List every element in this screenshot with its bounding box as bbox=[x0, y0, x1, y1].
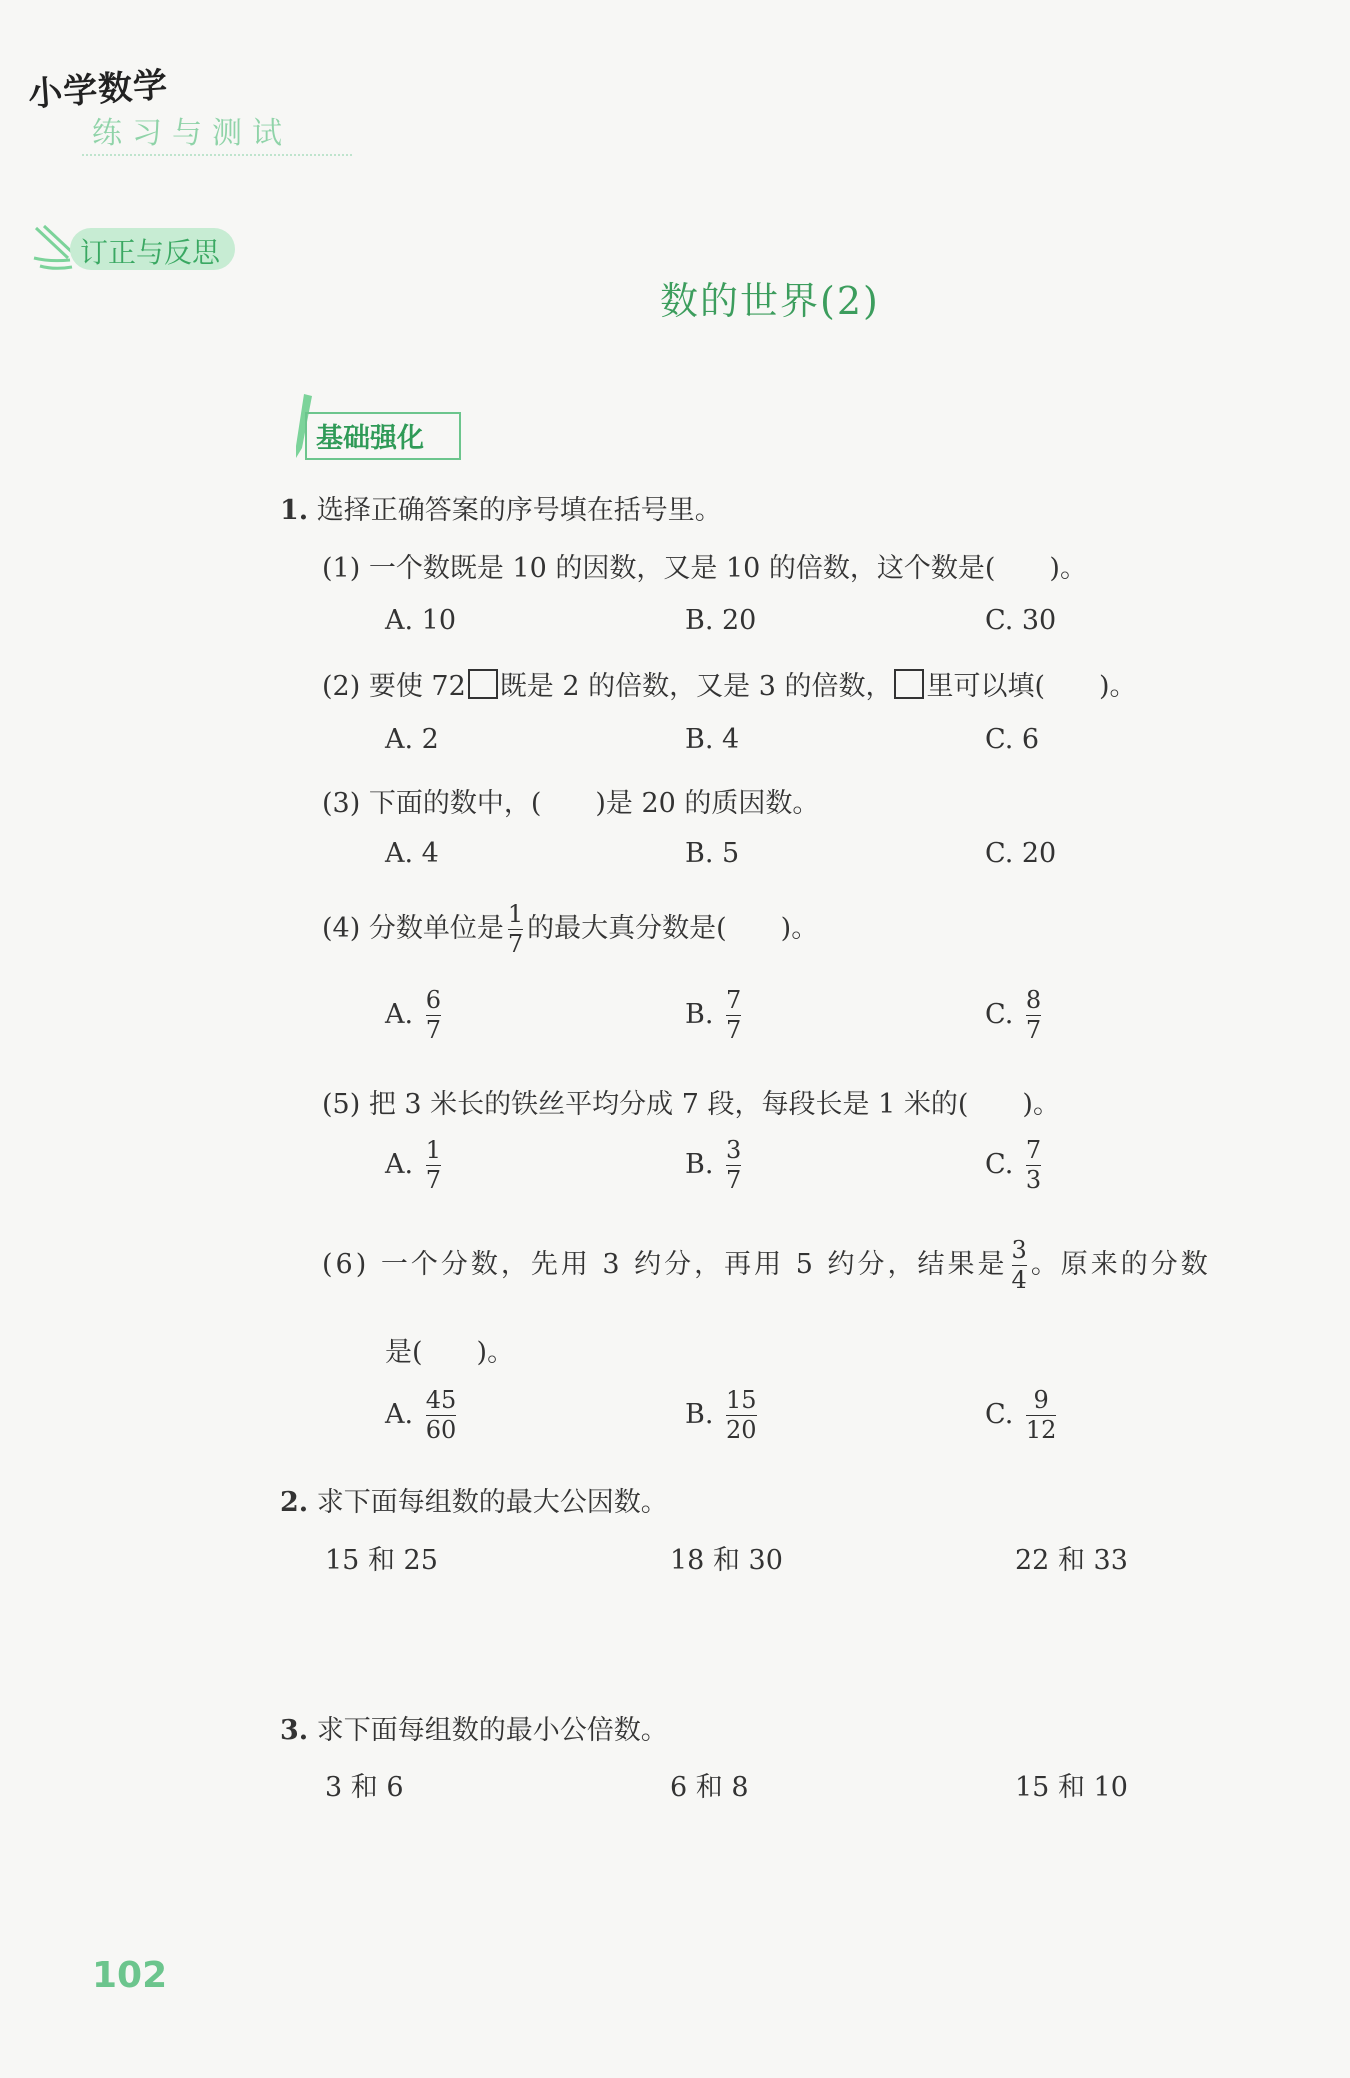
option-b[interactable] bbox=[685, 988, 745, 1043]
sub-question-text-start: 要使 72 bbox=[368, 671, 466, 702]
numerator: 3 bbox=[726, 1136, 742, 1164]
blank-box[interactable] bbox=[468, 669, 498, 699]
sub-question-6 bbox=[322, 1238, 1211, 1293]
sub-question-text-start: 一个分数，先用 3 约分，再用 5 约分，结果是 bbox=[380, 1249, 1008, 1281]
option-letter: A. bbox=[385, 1149, 414, 1181]
book-title: 小学数学 bbox=[27, 65, 170, 115]
question-number: 3. bbox=[280, 1715, 309, 1746]
number-group: 15 和 25 bbox=[325, 1545, 438, 1576]
option-letter: C. bbox=[985, 999, 1014, 1031]
fraction bbox=[1012, 1238, 1027, 1293]
option-letter: A. bbox=[385, 999, 414, 1031]
option-a[interactable]: A. 4 bbox=[385, 838, 439, 869]
option-c[interactable] bbox=[985, 1388, 1060, 1443]
numerator: 15 bbox=[726, 1386, 757, 1414]
option-letter: B. bbox=[685, 1399, 714, 1431]
question-text: 求下面每组数的最大公因数。 bbox=[316, 1487, 668, 1518]
numerator: 9 bbox=[1033, 1386, 1049, 1414]
denominator: 7 bbox=[507, 930, 524, 959]
fraction bbox=[1026, 988, 1041, 1043]
header-divider bbox=[82, 154, 352, 156]
option-letter: C. bbox=[985, 1399, 1014, 1431]
question-text: 选择正确答案的序号填在括号里。 bbox=[316, 495, 722, 526]
numerator: 3 bbox=[1011, 1236, 1027, 1264]
book-subtitle: 练习与测试 bbox=[92, 116, 292, 151]
number-group: 3 和 6 bbox=[325, 1772, 404, 1803]
denominator: 7 bbox=[726, 1016, 742, 1045]
sub-question-label: (2) bbox=[322, 671, 361, 702]
denominator: 4 bbox=[1011, 1266, 1027, 1295]
numerator: 6 bbox=[425, 986, 441, 1014]
denominator: 12 bbox=[1025, 1416, 1057, 1445]
numerator: 8 bbox=[1025, 986, 1042, 1014]
sub-question-label: (4) bbox=[322, 913, 361, 945]
sub-question-6-line2: 是( )。 bbox=[385, 1337, 515, 1368]
page-title: 数的世界(2) bbox=[660, 279, 880, 323]
option-b[interactable] bbox=[685, 1388, 761, 1443]
fraction bbox=[726, 988, 741, 1043]
question-1 bbox=[280, 488, 722, 527]
option-b[interactable] bbox=[685, 1138, 745, 1193]
option-b[interactable]: B. 5 bbox=[685, 838, 740, 869]
blank-box[interactable] bbox=[894, 669, 924, 699]
option-c[interactable]: C. 6 bbox=[985, 724, 1040, 755]
denominator: 60 bbox=[425, 1416, 457, 1445]
denominator: 7 bbox=[726, 1166, 742, 1195]
option-letter: C. bbox=[985, 1149, 1014, 1181]
denominator: 3 bbox=[1025, 1166, 1042, 1195]
denominator: 7 bbox=[1025, 1016, 1042, 1045]
question-text: 求下面每组数的最小公倍数。 bbox=[316, 1715, 668, 1746]
fraction bbox=[426, 1388, 457, 1443]
option-letter: A. bbox=[385, 1399, 414, 1431]
numerator: 7 bbox=[1025, 1136, 1042, 1164]
fraction bbox=[726, 1138, 741, 1193]
sub-question-5 bbox=[322, 1082, 1060, 1121]
denominator: 7 bbox=[425, 1166, 441, 1195]
fraction bbox=[508, 902, 523, 957]
option-letter: B. bbox=[685, 1149, 714, 1181]
option-a[interactable] bbox=[385, 988, 445, 1043]
page-number: 102 bbox=[92, 1955, 168, 1996]
sub-question-text-start: 分数单位是 bbox=[368, 913, 504, 945]
fraction bbox=[426, 988, 441, 1043]
sub-question-text-middle: 既是 2 的倍数，又是 3 的倍数， bbox=[499, 671, 893, 702]
numerator: 7 bbox=[726, 986, 742, 1014]
sub-question-label: (3) bbox=[322, 788, 361, 819]
sub-question-text-end: 里可以填( )。 bbox=[926, 671, 1137, 702]
number-group: 22 和 33 bbox=[1015, 1545, 1128, 1576]
numerator: 1 bbox=[507, 900, 524, 928]
fraction bbox=[1026, 1388, 1057, 1443]
option-c[interactable] bbox=[985, 988, 1045, 1043]
option-letter: B. bbox=[685, 999, 714, 1031]
option-a[interactable]: A. 2 bbox=[385, 724, 439, 755]
denominator: 7 bbox=[425, 1016, 441, 1045]
section-label: 基础强化 bbox=[316, 423, 424, 454]
option-a[interactable] bbox=[385, 1138, 445, 1193]
fraction bbox=[1026, 1138, 1041, 1193]
sub-question-text: 下面的数中，( )是 20 的质因数。 bbox=[368, 788, 820, 819]
option-a[interactable]: A. 10 bbox=[385, 605, 457, 636]
sub-question-2 bbox=[322, 664, 1137, 703]
option-c[interactable]: C. 30 bbox=[985, 605, 1057, 636]
denominator: 20 bbox=[726, 1416, 757, 1445]
option-c[interactable]: C. 20 bbox=[985, 838, 1057, 869]
sub-question-text-end: 。原来的分数 bbox=[1030, 1249, 1211, 1281]
number-group: 15 和 10 bbox=[1015, 1772, 1128, 1803]
numerator: 45 bbox=[425, 1386, 457, 1414]
numerator: 1 bbox=[425, 1136, 441, 1164]
option-b[interactable]: B. 20 bbox=[685, 605, 757, 636]
question-number: 2. bbox=[280, 1487, 309, 1518]
sub-question-label: (5) bbox=[322, 1089, 361, 1120]
option-b[interactable]: B. 4 bbox=[685, 724, 740, 755]
fraction bbox=[726, 1388, 757, 1443]
sub-question-3 bbox=[322, 781, 819, 820]
fraction bbox=[426, 1138, 441, 1193]
option-c[interactable] bbox=[985, 1138, 1045, 1193]
sub-question-text: 一个数既是 10 的因数，又是 10 的倍数，这个数是( )。 bbox=[368, 553, 1087, 584]
sub-question-text-end: 的最大真分数是( )。 bbox=[527, 913, 819, 945]
question-number: 1. bbox=[280, 495, 309, 526]
sub-question-label: (1) bbox=[322, 553, 361, 584]
option-a[interactable] bbox=[385, 1388, 460, 1443]
sub-question-4 bbox=[322, 902, 818, 957]
number-group: 18 和 30 bbox=[670, 1545, 783, 1576]
sub-question-1 bbox=[322, 546, 1087, 585]
question-3 bbox=[280, 1708, 668, 1747]
question-2 bbox=[280, 1480, 668, 1519]
number-group: 6 和 8 bbox=[670, 1772, 749, 1803]
sub-question-label: (6) bbox=[322, 1249, 370, 1281]
margin-label: 订正与反思 bbox=[80, 236, 221, 269]
sub-question-text: 把 3 米长的铁丝平均分成 7 段，每段长是 1 米的( )。 bbox=[368, 1089, 1060, 1120]
